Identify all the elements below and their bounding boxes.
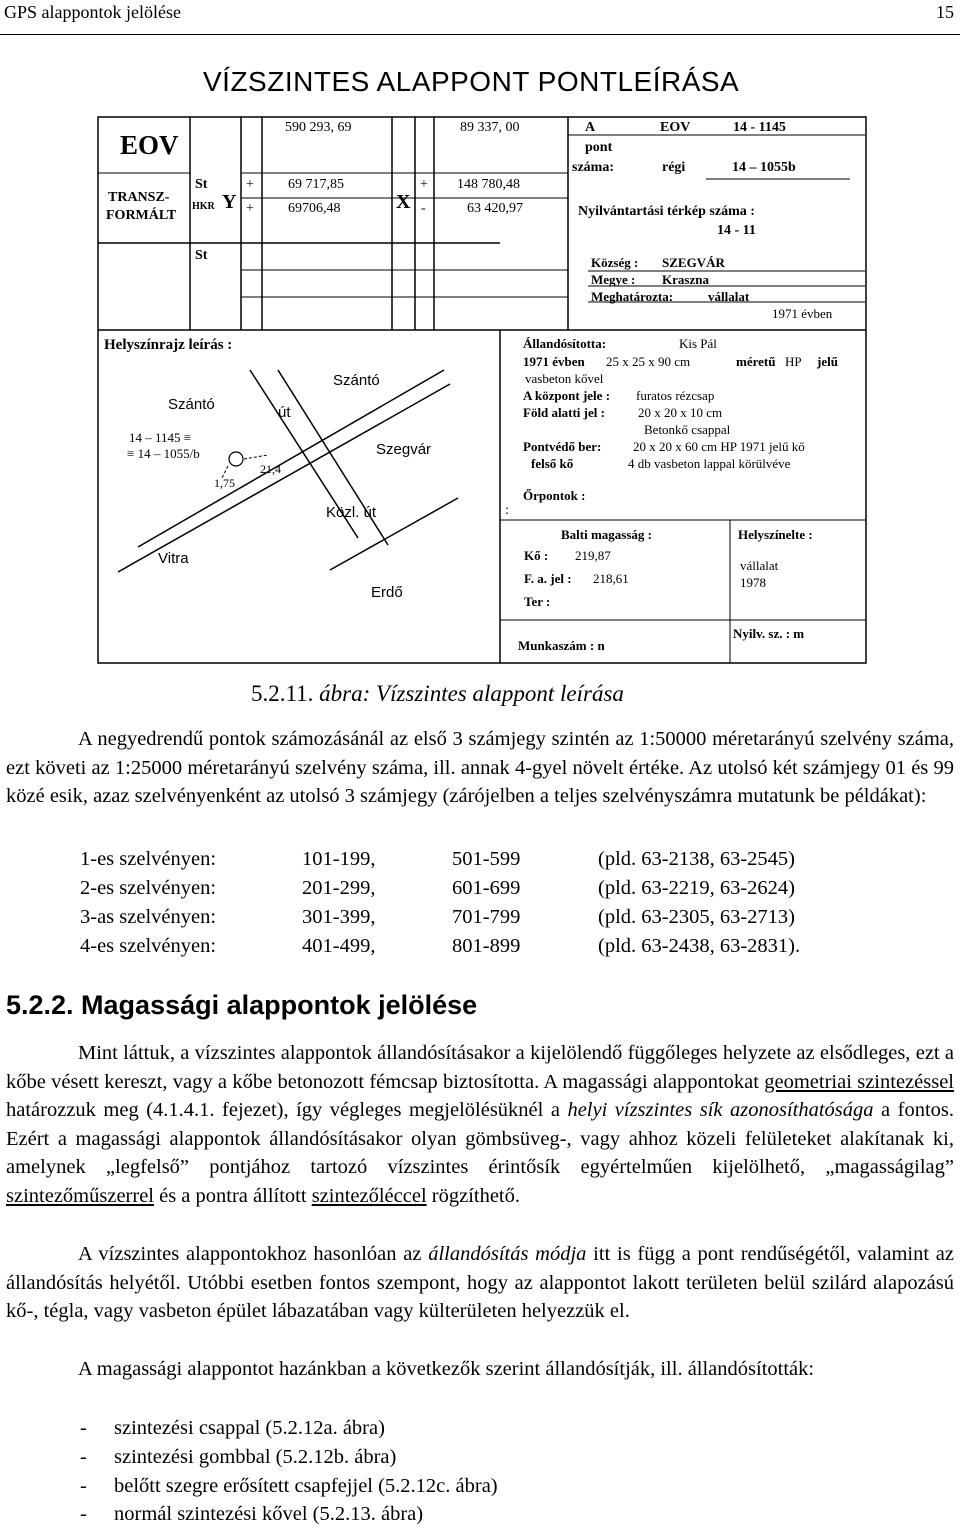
y-value-2: 69 717,85 (288, 177, 344, 192)
x-value-1: 89 337, 00 (460, 120, 520, 135)
para2-text-2: határozzuk meg (4.1.4.1. fejezet), így végleges megjelölésüknél a (6, 1099, 568, 1122)
x-value-2: 148 780,48 (457, 177, 520, 192)
caption-text: ábra: Vízszintes alappont leírása (319, 681, 624, 706)
orpontok-label: Őrpontok : (523, 488, 586, 503)
row-range-2: 501-599 (452, 848, 521, 870)
transz-label-1: TRANSZ- (108, 190, 170, 205)
row-range-2: 801-899 (452, 935, 521, 957)
size-meretu: méretű (736, 354, 776, 369)
sketch-colon: : (505, 503, 509, 518)
ko-label: Kő : (524, 548, 549, 563)
sketch-szanto-left: Szántó (168, 396, 215, 413)
sketch-code-2: ≡ 14 – 1055/b (127, 446, 200, 461)
term-geometriai-szintezes: geometriai szintezéssel (764, 1070, 954, 1093)
meghatarozta-label: Meghatározta: (591, 289, 674, 304)
row-label: 1-es szelvényen: (80, 848, 217, 870)
allandositotta-label: Állandósította: (523, 336, 607, 351)
ter-label: Ter : (524, 594, 551, 609)
ko-value: 219,87 (575, 548, 611, 563)
y-value-1: 590 293, 69 (285, 120, 352, 135)
para3-text-1: A vízszintes alappontokhoz hasonlóan az (78, 1243, 429, 1265)
sketch-szanto-right: Szántó (333, 372, 380, 389)
size-jelu: jelű (817, 354, 838, 369)
paragraph-4 (6, 1355, 954, 1384)
running-title: GPS alappontok jelölése (4, 2, 181, 22)
munkaszam-label: Munkaszám : n (518, 638, 605, 653)
sketch-code-1: 14 – 1145 ≡ (129, 430, 192, 445)
megye-value: Kraszna (662, 272, 709, 287)
regi-value: 14 – 1055b (732, 160, 796, 175)
para2-text-5: rögzíthető. (426, 1184, 521, 1207)
row-label: 4-es szelvényen: (80, 935, 217, 957)
paragraph-2 (6, 1039, 954, 1211)
sketch-kozl-ut: Közl. út (326, 504, 377, 521)
x-sign-2: - (421, 201, 426, 216)
betonko-line: Betonkő csappal (644, 422, 731, 437)
pontvedo-value: 20 x 20 x 60 cm HP 1971 jelű kő (633, 439, 805, 454)
sketch-distance-1: 1,75 (214, 476, 235, 490)
para4-text: A magassági alappontot hazánkban a következők szerint állandósítják, ill. állandósították: (78, 1358, 815, 1380)
helyszinelte-label: Helyszínelte : (738, 527, 813, 542)
list-dash: - (80, 1475, 87, 1497)
pontvedo-label: Pontvédő ber: (523, 439, 602, 454)
list-item-text: szintezési gombbal (5.2.12b. ábra) (114, 1446, 397, 1468)
sketch-szegvar: Szegvár (376, 441, 432, 458)
page-number: 15 (936, 2, 954, 22)
hkr-label: HKR (192, 201, 215, 212)
section-heading: 5.2.2. Magassági alappontok jelölése (6, 990, 478, 1020)
list-item-text: szintezési csappal (5.2.12a. ábra) (114, 1417, 385, 1439)
row-example: (pld. 63-2138, 63-2545) (598, 848, 796, 870)
eov-num-value: 14 - 1145 (733, 120, 786, 135)
balti-label: Balti magasság : (561, 527, 652, 542)
kozseg-label: Község : (591, 255, 639, 270)
meghatarozta-value: vállalat (708, 289, 750, 304)
fa-value: 218,61 (593, 571, 629, 586)
kozpont-label: A központ jele : (523, 388, 611, 403)
term-helyi-sik: helyi vízszintes sík azonosíthatósága (567, 1099, 874, 1122)
point-pont-label: pont (585, 140, 613, 155)
felso-value: 4 db vasbeton lappal körülvéve (628, 456, 791, 471)
term-szintezomuszer: szintezőműszerrel (6, 1184, 154, 1207)
allandositotta-value: Kis Pál (679, 336, 717, 351)
y-sign-2: + (246, 201, 254, 216)
point-description-form (0, 0, 960, 700)
kozseg-value: SZEGVÁR (662, 255, 725, 270)
row-range-1: 301-399, (302, 906, 376, 928)
megye-label: Megye : (591, 272, 636, 287)
term-szintezoleccel: szintezőléccel (311, 1184, 427, 1207)
eov-label: EOV (120, 130, 179, 160)
x-axis-label: X (396, 191, 411, 213)
nyilv-label: Nyilv. sz. : m (733, 626, 805, 641)
nyilvantartasi-value: 14 - 11 (717, 223, 756, 238)
transz-label-2: FORMÁLT (106, 208, 177, 223)
nyilvantartasi-label: Nyilvántartási térkép száma : (578, 204, 755, 219)
paragraph-1-text: A negyedrendű pontok számozásánál az első 3 számjegy szintén az 1:50000 méretarányú szelvény száma, ezt követi az 1:25000 méretarányú szelvény száma, ill. annak 4-gyel növelt értéke. Az utolsó két számjegy 01 és 99 közé esik, azaz szelvényenként az utolsó 3 számjegy (zárójelben a teljes szelvényszámra mutatunk be példákat): (6, 728, 954, 808)
row-example: (pld. 63-2305, 63-2713) (598, 906, 796, 928)
fold-value: 20 x 20 x 10 cm (638, 405, 723, 420)
caption-number: 5.2.11. (251, 681, 314, 706)
figure-title: VÍZSZINTES ALAPPONT PONTLEÍRÁSA (203, 66, 740, 97)
paragraph-1 (6, 725, 954, 811)
meghatarozta-year: 1971 évben (772, 306, 833, 321)
para3-text-2: itt is függ a pont rendűségétől, valamint az állandósítás helyétől. Utóbbi esetben fontos szempont, hogy az alappontot lakott területen belül szilárd alapozású kő-, tégla, vagy vasbeton épület lábazatában vagy külterületen helyezzük el. (6, 1243, 954, 1323)
term-allandositas-modja: állandósítás módja (428, 1243, 587, 1265)
st-label-2: St (195, 248, 208, 263)
list-item-text: belőtt szegre erősített csapfejjel (5.2.12c. ábra) (114, 1475, 498, 1497)
para2-text-1: Mint láttuk, a vízszintes alappontok állandósításakor a kijelölendő függőleges helyzete az elsődleges, ezt a kőbe vésett kereszt, vagy a kőbe betonozott fémcsap biztosította. A magassági alappontokat (6, 1042, 954, 1093)
list-dash: - (80, 1503, 87, 1525)
vasbeton-line: vasbeton kővel (525, 371, 604, 386)
list-dash: - (80, 1446, 87, 1468)
row-range-1: 101-199, (302, 848, 376, 870)
figure-caption (251, 681, 624, 707)
sketch-erdo: Erdő (371, 584, 403, 601)
kozpont-value: furatos rézcsap (636, 388, 715, 403)
point-szama-label: száma: (572, 160, 614, 175)
size-dimensions: 25 x 25 x 90 cm (606, 354, 691, 369)
row-range-2: 601-699 (452, 877, 521, 899)
helyszinelte-year: 1978 (740, 575, 766, 590)
size-hp: HP (785, 354, 802, 369)
y-axis-label: Y (222, 191, 237, 213)
row-example: (pld. 63-2219, 63-2624) (598, 877, 796, 899)
row-range-2: 701-799 (452, 906, 521, 928)
list-item-text: normál szintezési kővel (5.2.13. ábra) (114, 1503, 424, 1525)
st-label: St (195, 177, 208, 192)
row-range-1: 401-499, (302, 935, 376, 957)
regi-label: régi (662, 160, 686, 175)
fa-label: F. a. jel : (524, 571, 572, 586)
fold-label: Föld alatti jel : (523, 405, 605, 420)
row-label: 3-as szelvényen: (80, 906, 217, 928)
helyszinelte-value: vállalat (740, 558, 779, 573)
x-sign-1: + (420, 177, 428, 192)
size-year: 1971 évben (523, 354, 585, 369)
para2-text-4: és a pontra állított (153, 1184, 312, 1207)
y-value-3: 69706,48 (288, 201, 341, 216)
felso-label: felső kő (531, 456, 574, 471)
eov-num-label: EOV (660, 120, 691, 135)
sketch-vitra: Vitra (158, 550, 189, 567)
sketch-ut: út (278, 404, 291, 421)
point-a-label: A (585, 120, 596, 135)
para2-text-3: a fontos. Ezért a magassági alappontok állandósításakor olyan gömbsüveg-, vagy ahhoz közeli felületeket alakítanak ki, amelynek „legfelső” pontjához tartozó vízszintes érintősík egyértelműen kijelölhető, „magasságilag” (6, 1099, 954, 1179)
row-range-1: 201-299, (302, 877, 376, 899)
row-example: (pld. 63-2438, 63-2831). (598, 935, 801, 957)
paragraph-3 (6, 1240, 954, 1326)
sketch-distance-2: 21,4 (260, 462, 281, 476)
row-label: 2-es szelvényen: (80, 877, 217, 899)
x-value-3: 63 420,97 (467, 201, 523, 216)
helyszinrajz-label: Helyszínrajz leírás : (104, 337, 233, 353)
list-dash: - (80, 1417, 87, 1439)
y-sign-1: + (246, 177, 254, 192)
